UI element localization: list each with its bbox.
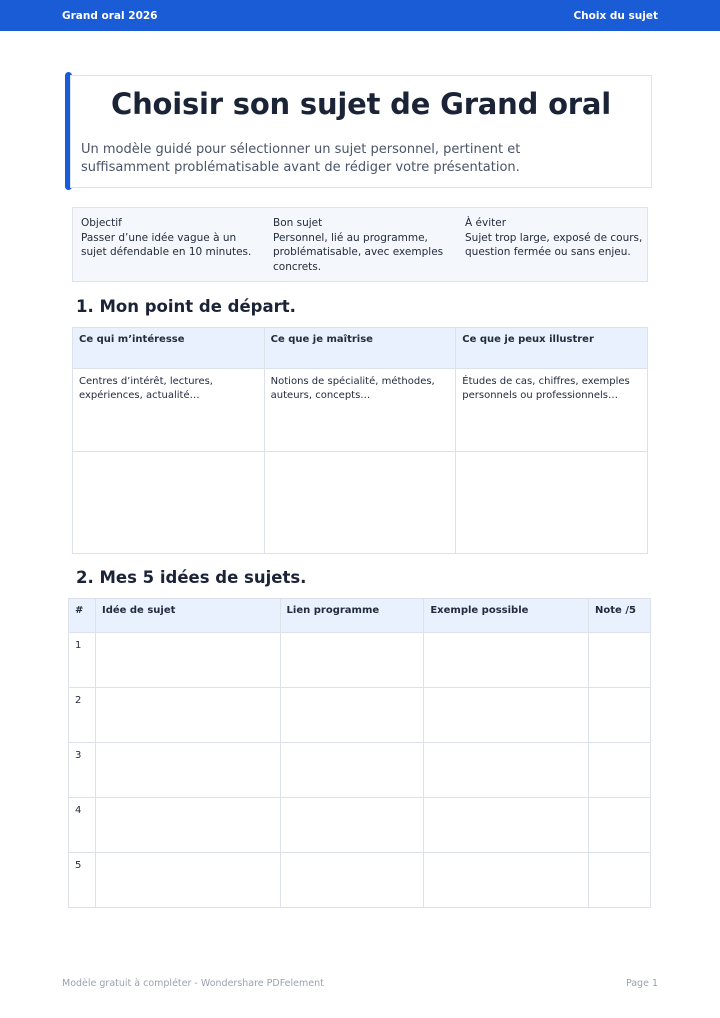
- table-cell[interactable]: [73, 452, 265, 554]
- column-header: Note /5: [589, 599, 651, 633]
- table-cell[interactable]: Notions de spécialité, méthodes, auteurs, concepts…: [264, 369, 456, 452]
- summary-good-subject: [273, 216, 453, 274]
- summary-label: Bon sujet: [273, 217, 323, 229]
- footer-left-text: Modèle gratuit à compléter - Wondershare PDFelement: [62, 978, 324, 989]
- table-cell[interactable]: [456, 452, 648, 554]
- starting-point-table: [72, 327, 648, 554]
- row-number: 3: [69, 743, 96, 798]
- table-row: [73, 369, 648, 452]
- table-row: [69, 853, 651, 908]
- summary-avoid: [465, 216, 645, 260]
- column-header: Ce que je peux illustrer: [456, 328, 648, 369]
- row-number: 1: [69, 633, 96, 688]
- score-cell[interactable]: [589, 743, 651, 798]
- example-cell[interactable]: [424, 743, 589, 798]
- idea-cell[interactable]: [95, 688, 280, 743]
- score-cell[interactable]: [589, 688, 651, 743]
- example-cell[interactable]: [424, 688, 589, 743]
- summary-label: À éviter: [465, 217, 507, 229]
- top-bar: [0, 0, 720, 31]
- row-number: 4: [69, 798, 96, 853]
- section-2-title: 2. Mes 5 idées de sujets.: [76, 568, 307, 587]
- column-header: Ce que je maîtrise: [264, 328, 456, 369]
- section-1-title: 1. Mon point de départ.: [76, 297, 296, 316]
- idea-cell[interactable]: [95, 853, 280, 908]
- score-cell[interactable]: [589, 798, 651, 853]
- program-link-cell[interactable]: [280, 743, 424, 798]
- program-link-cell[interactable]: [280, 798, 424, 853]
- summary-box: [72, 207, 648, 282]
- table-row: [69, 743, 651, 798]
- table-cell[interactable]: Études de cas, chiffres, exemples personnels ou professionnels…: [456, 369, 648, 452]
- row-number: 2: [69, 688, 96, 743]
- program-link-cell[interactable]: [280, 853, 424, 908]
- example-cell[interactable]: [424, 798, 589, 853]
- program-link-cell[interactable]: [280, 688, 424, 743]
- table-row: [69, 798, 651, 853]
- table-row: [69, 633, 651, 688]
- column-header: Idée de sujet: [95, 599, 280, 633]
- column-header: #: [69, 599, 96, 633]
- table-row: [69, 688, 651, 743]
- table-cell[interactable]: [264, 452, 456, 554]
- column-header: Ce qui m’intéresse: [73, 328, 265, 369]
- column-header: Exemple possible: [424, 599, 589, 633]
- idea-cell[interactable]: [95, 743, 280, 798]
- score-cell[interactable]: [589, 633, 651, 688]
- summary-text: Personnel, lié au programme, problématisable, avec exemples concrets.: [273, 231, 444, 273]
- column-header: Lien programme: [280, 599, 424, 633]
- idea-cell[interactable]: [95, 633, 280, 688]
- header-right-label: Choix du sujet: [573, 10, 658, 22]
- page-title: Choisir son sujet de Grand oral: [110, 87, 612, 121]
- row-number: 5: [69, 853, 96, 908]
- summary-text: Sujet trop large, exposé de cours, question fermée ou sans enjeu.: [465, 231, 643, 258]
- summary-label: Objectif: [81, 217, 122, 229]
- hero-box: [70, 75, 652, 188]
- table-cell[interactable]: Centres d’intérêt, lectures, expériences, actualité…: [73, 369, 265, 452]
- header-left-label: Grand oral 2026: [62, 10, 158, 22]
- ideas-table: [68, 598, 651, 908]
- table-row: [73, 452, 648, 554]
- score-cell[interactable]: [589, 853, 651, 908]
- page-subtitle: Un modèle guidé pour sélectionner un sujet personnel, pertinent et suffisamment problématisable avant de rédiger votre présentation.: [81, 142, 521, 175]
- example-cell[interactable]: [424, 853, 589, 908]
- summary-objective: [81, 216, 261, 260]
- summary-text: Passer d’une idée vague à un sujet défendable en 10 minutes.: [81, 231, 252, 258]
- program-link-cell[interactable]: [280, 633, 424, 688]
- example-cell[interactable]: [424, 633, 589, 688]
- idea-cell[interactable]: [95, 798, 280, 853]
- page-number: Page 1: [625, 978, 658, 989]
